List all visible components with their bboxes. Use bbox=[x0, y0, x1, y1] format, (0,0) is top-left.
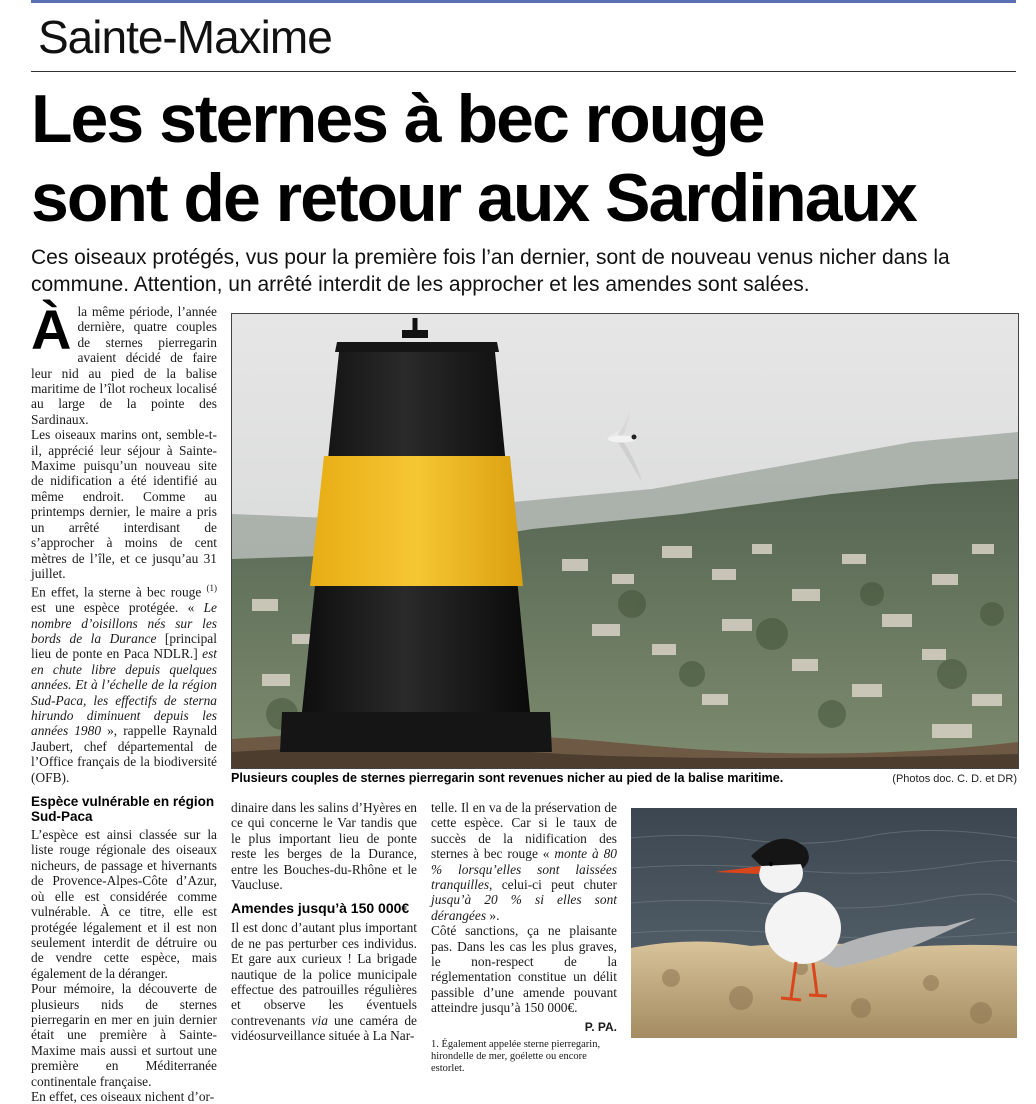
article-column-3 bbox=[431, 800, 617, 1075]
paragraph: Les oiseaux marins ont, semble-t-il, apprécié leur séjour à Sainte-Maxime puisqu’un nouveau site de nidification a été identifié au même endroit. Comme au printemps dernier, le maire a pris un arrêté interdisant de s’approcher à moins de cent mètres de l’île, et ce jusqu’au 31 juillet. bbox=[31, 427, 217, 581]
tern-photo bbox=[631, 808, 1017, 1038]
footnote: 1. Également appelée sterne pierregarin, hirondelle de mer, goélette ou encore estorlet. bbox=[431, 1039, 601, 1075]
paragraph-intro: Àla même période, l’année dernière, quatre couples de sternes pierregarin avaient décidé de faire leur nid au pied de la balise maritime de l’îlot rocheux localisé au large de la pointe des Sardinaux. bbox=[31, 298, 217, 427]
section-rule bbox=[31, 71, 1016, 72]
headline-line-1: Les sternes à bec rouge bbox=[31, 81, 764, 157]
paragraph: Il est donc d’autant plus important de ne pas perturber ces individus. Et gare aux curieux ! La brigade nautique de la police municipale effectue des patrouilles régulières et observe les éventuels contrevenants via une caméra de vidéosurveillance située à La Nar- bbox=[231, 920, 417, 1044]
article-column-2 bbox=[231, 800, 417, 1044]
paragraph-quote: En effet, la sterne à bec rouge $^{(1)}$ est une espèce protégée. « Le nombre d’oisillons nés sur les bords de la Durance [principal lieu de ponte en Paca NDLR.] est en chute libre depuis quelques années. Et à l’échelle de la région Sud-Paca, les effectifs de sterna hirundo diminuent depuis les années 1980 », rappelle Raynald Jaubert, chef départemental de l’Office français de la biodiversité (OFB). bbox=[31, 583, 217, 785]
paragraph-quote: telle. Il en va de la préservation de cette espèce. Car si le taux de succès de la nidification des sternes à bec rouge « monte à 80 % lorsqu’elles sont laissées tranquilles, celui-ci peut chuter jusqu’à 20 % si elles sont dérangées ». bbox=[431, 800, 617, 923]
headline-line-2: sont de retour aux Sardinaux bbox=[31, 160, 916, 236]
paragraph: En effet, ces oiseaux nichent d’or- bbox=[31, 1088, 215, 1104]
drop-cap: À bbox=[31, 298, 72, 361]
footnote-ref: (1) bbox=[206, 583, 217, 594]
top-accent-line bbox=[31, 0, 1016, 3]
beacon-photo bbox=[231, 313, 1019, 769]
photo-credit: (Photos doc. C. D. et DR) bbox=[892, 773, 1017, 785]
section-title: Sainte-Maxime bbox=[38, 11, 332, 63]
paragraph: L’espèce est ainsi classée sur la liste rouge régionale des oiseaux nicheurs, de passage et hivernants de Provence-Alpes-Côte d’Azur, où elle est considérée comme vulnérable. À ce titre, elle est protégée légalement et il est non seulement interdit de détruire ou de vendre cette espèce, mais également de la déranger. bbox=[31, 827, 217, 981]
subheading-vulnerable: Espèce vulnérable en région Sud-Paca bbox=[31, 794, 215, 825]
paragraph: Pour mémoire, la découverte de plusieurs nids de sternes pierregarin en mer en juin dernier était une première à Sainte-Maxime mais aussi et surtout une première en Méditerranée continentale française. bbox=[31, 981, 217, 1089]
author-signature: P. PA. bbox=[584, 1019, 617, 1034]
beacon-photo-image bbox=[232, 314, 1018, 768]
standfirst: Ces oiseaux protégés, vus pour la première fois l’an dernier, sont de nouveau venus nicher dans la commune. Attention, un arrêté interdit de les approcher et les amendes sont salées. bbox=[31, 246, 950, 296]
article-column-1 bbox=[31, 298, 217, 1104]
paragraph: dinaire dans les salins d’Hyères en ce qui concerne le Var tandis que le plus important lieu de ponte reste les berges de la Durance, entre les Bouches-du-Rhône et le Vaucluse. bbox=[231, 800, 417, 893]
headline bbox=[31, 80, 1031, 238]
paragraph: Côté sanctions, ça ne plaisante pas. Dans les cas les plus graves, le non-respect de la réglementation constitue un délit passible d’une amende pouvant atteindre jusqu’à 150 000€. bbox=[431, 923, 617, 1016]
photo-caption: Plusieurs couples de sternes pierregarin sont revenues nicher au pied de la balise maritime. bbox=[231, 771, 784, 785]
tern-photo-image bbox=[631, 808, 1017, 1038]
subheading-fines: Amendes jusqu’à 150 000€ bbox=[231, 900, 410, 917]
